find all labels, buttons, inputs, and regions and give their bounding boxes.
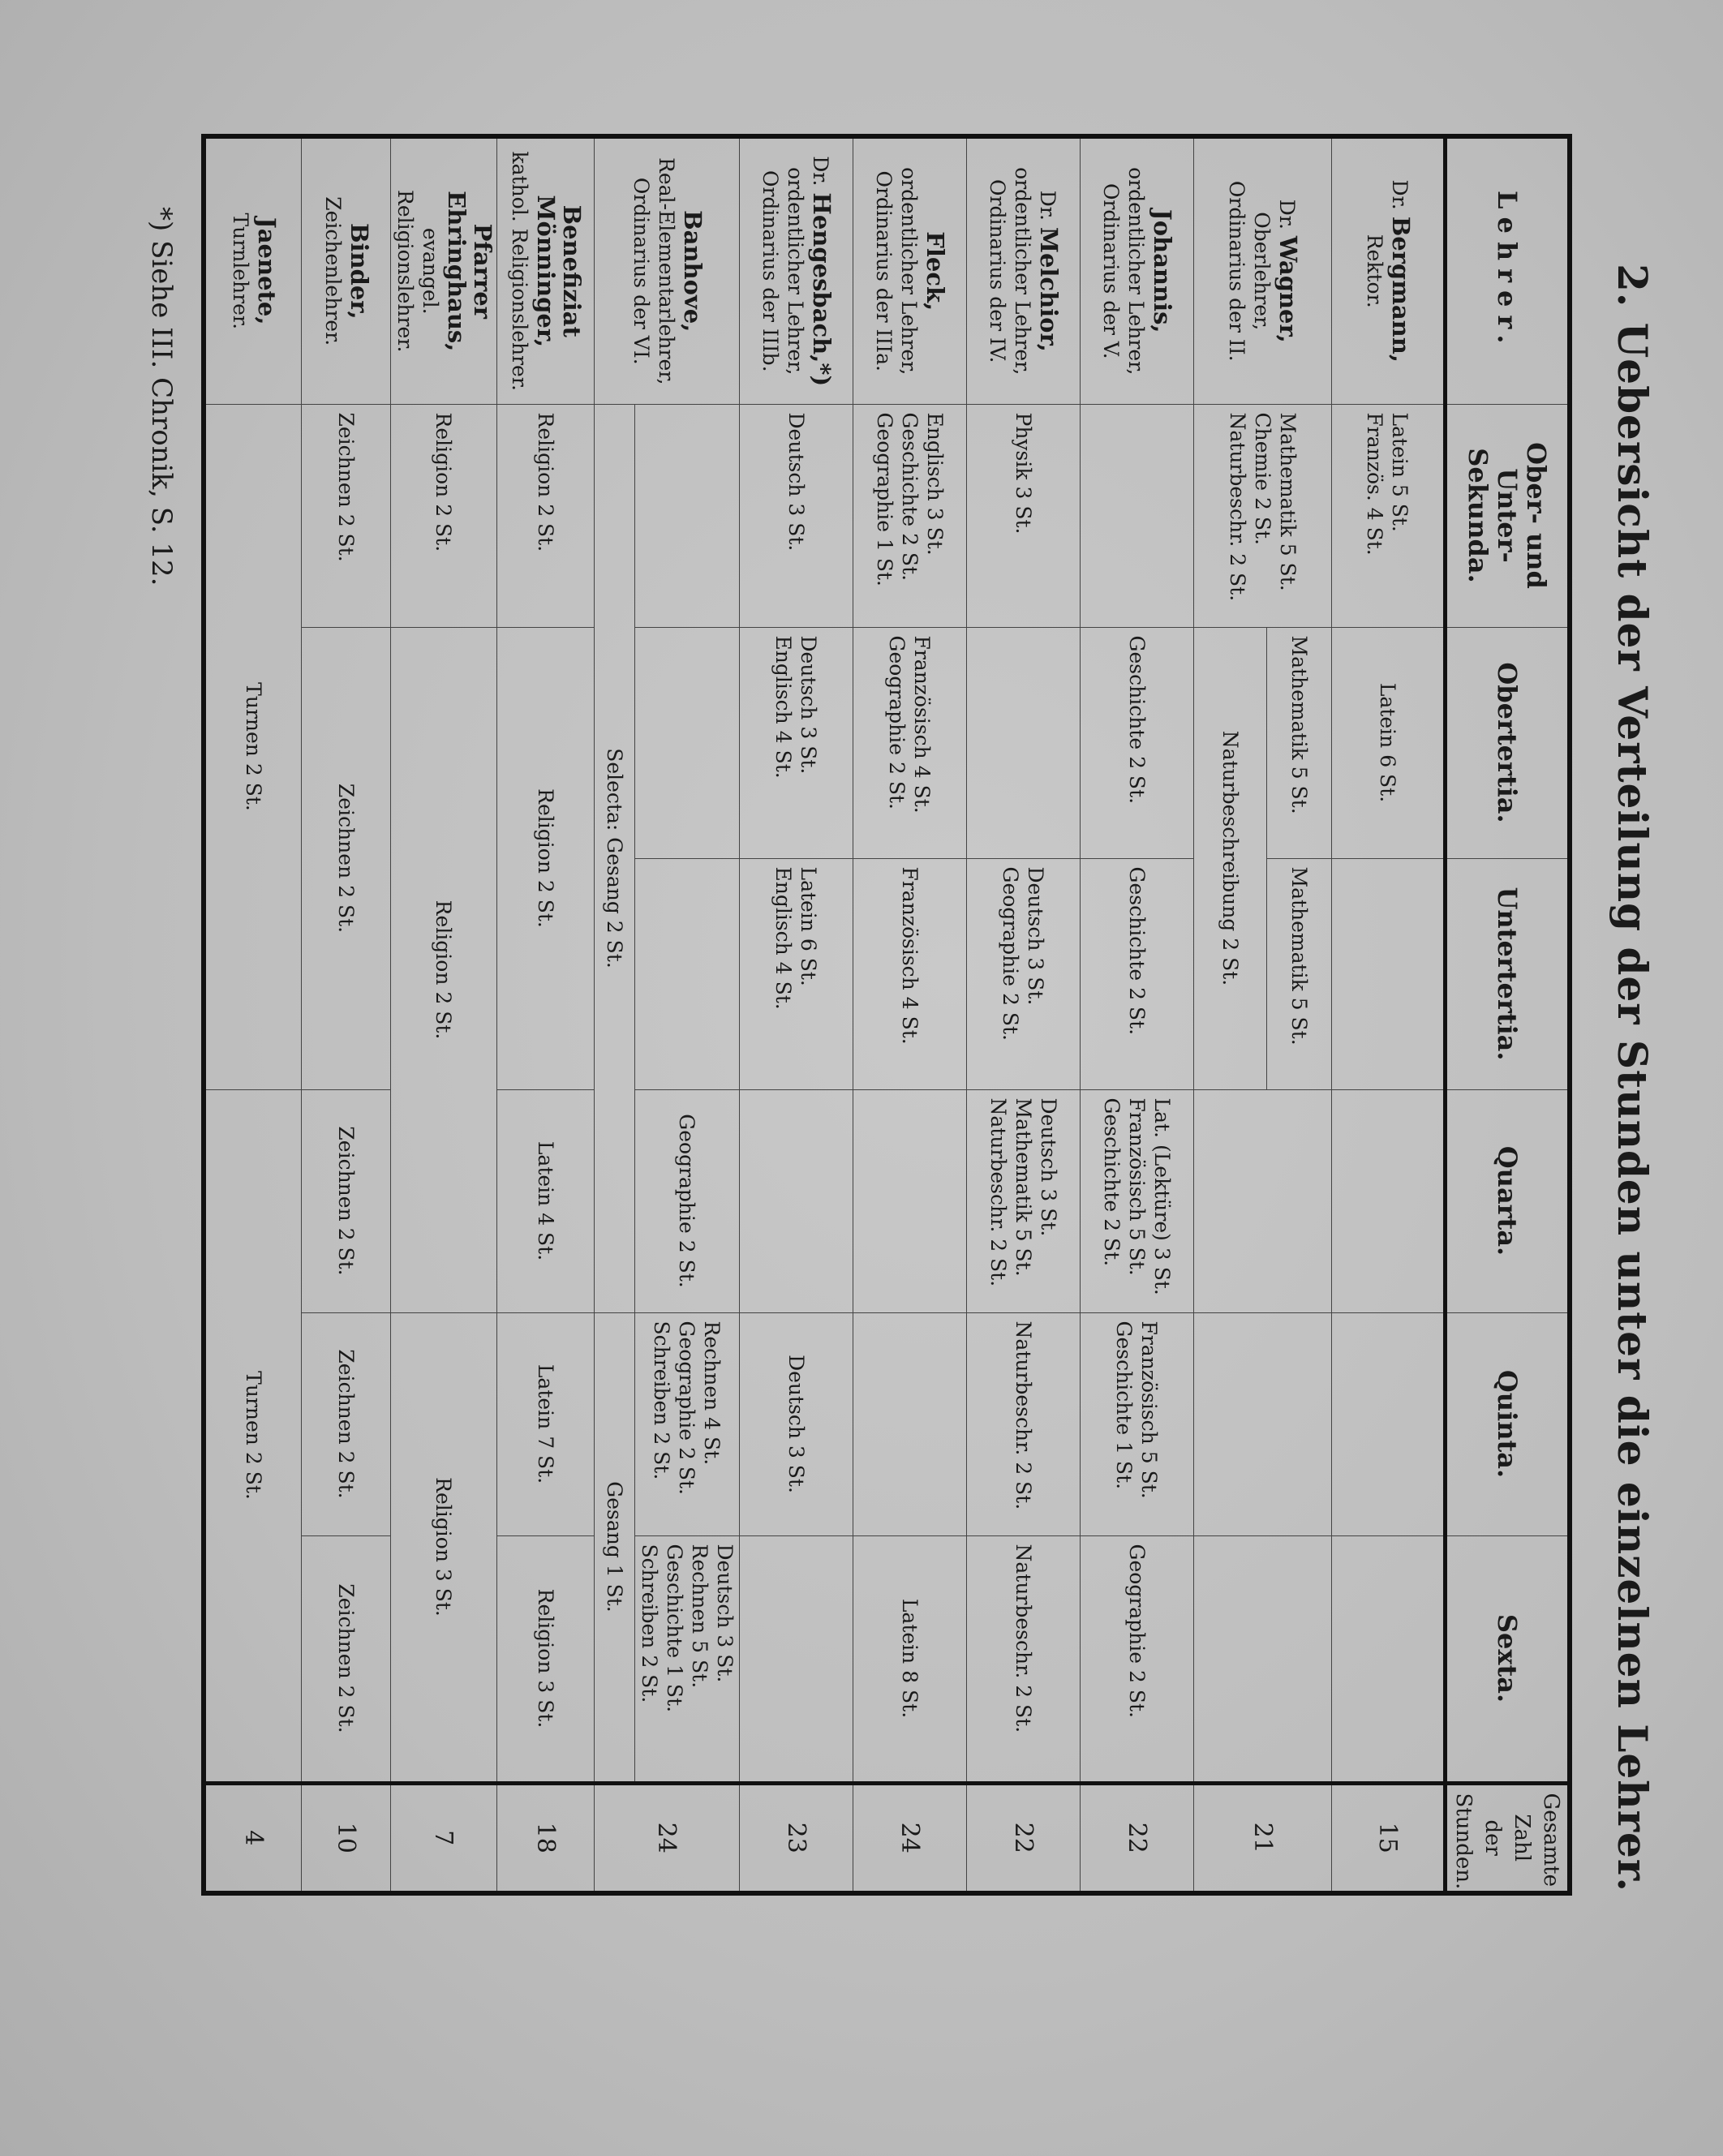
header-sekunda: Ober- und Unter-Sekunda. [1445,404,1570,627]
cell-total: 10 [301,1783,390,1893]
teacher-cell: Jaenete, Turnlehrer. [204,136,301,404]
cell-quinta: Französisch 5 St. Geschichte 1 St. [1080,1312,1193,1535]
header-quinta: Quinta. [1445,1312,1570,1535]
cell-total: 24 [594,1783,739,1893]
cell-sekunda: Englisch 3 St. Geschichte 2 St. Geographie 1 St. [853,404,966,627]
cell-total: 18 [496,1783,594,1893]
cell-quinta: Latein 7 St. [496,1312,594,1535]
cell-quarta: Zeichnen 2 St. [301,1089,390,1312]
cell-untertertia: Mathematik 5 St. [1266,858,1331,1089]
table-row [853,136,966,1893]
table-row [966,136,1080,1893]
header-total: Gesamte Zahl der Stunden. [1445,1783,1570,1893]
cell-quinta: Deutsch 3 St. [739,1312,853,1535]
cell-total: 15 [1331,1783,1445,1893]
teacher-cell: Dr. Melchior, ordentlicher Lehrer, Ordinarius der IV. [966,136,1080,404]
cell-total: 22 [966,1783,1080,1893]
cell-quarta: Lat. (Lektüre) 3 St. Französisch 5 St. Geschichte 2 St. [1080,1089,1193,1312]
teacher-cell: Dr. Bergmann, Rektor. [1331,136,1445,404]
cell-religion-quinta-sexta: Religion 3 St. [496,1535,594,1783]
cell-naturbeschreibung: Naturbeschreibung 2 St. [1193,627,1266,1089]
teacher-cell: Fleck, ordentlicher Lehrer, Ordinarius der IIIa. [853,136,966,404]
cell-sekunda: Religion 2 St. [496,404,594,627]
cell-turnen-upper: Turnen 2 St. [204,404,301,1089]
table-row [204,136,301,1893]
cell-obertertia: Geschichte 2 St. [1080,627,1193,858]
cell-quinta: Zeichnen 2 St. [301,1312,390,1535]
cell-sekunda: Deutsch 3 St. [739,404,853,627]
cell-zeichnen-tertia: Zeichnen 2 St. [301,627,390,1089]
header-untertertia: Untertertia. [1445,858,1570,1089]
table-row [390,136,496,1893]
cell-untertertia: Deutsch 3 St. Geographie 2 St. [966,858,1080,1089]
cell-quinta: Rechnen 4 St. Geographie 2 St. Schreiben 2 St. [634,1312,739,1535]
cell-total: 4 [204,1783,301,1893]
teacher-cell: Banhove, Real-Elementarlehrer, Ordinarius der VI. [594,136,739,404]
header-row [1445,136,1570,1893]
cell-quarta: Latein 4 St. [496,1089,594,1312]
table-row [634,136,739,1893]
cell-gesang: Gesang 1 St. [594,1312,634,1783]
table-row [739,136,853,1893]
cell-sekunda: Mathematik 5 St. Chemie 2 St. Naturbeschr. 2 St. [1193,404,1331,627]
cell-sekunda: Religion 2 St. [390,404,496,627]
cell-total: 24 [853,1783,966,1893]
cell-obertertia: Deutsch 3 St. Englisch 4 St. [739,627,853,858]
cell-total: 21 [1193,1783,1331,1893]
cell-sexta: Geographie 2 St. [1080,1535,1193,1783]
cell-sekunda: Latein 5 St. Französ. 4 St. [1331,404,1445,627]
cell-turnen-lower: Turnen 2 St. [204,1089,301,1783]
header-sexta: Sexta. [1445,1535,1570,1783]
cell-obertertia: Latein 6 St. [1331,627,1445,858]
header-obertertia: Obertertia. [1445,627,1570,858]
cell-quinta: Naturbeschr. 2 St. [966,1312,1080,1535]
teacher-cell: Binder, Zeichenlehrer. [301,136,390,404]
cell-sekunda: Physik 3 St. [966,404,1080,627]
cell-untertertia: Geschichte 2 St. [1080,858,1193,1089]
header-teacher: Lehrer. [1445,136,1570,404]
hours-distribution-table [201,134,1572,1896]
cell-total: 7 [390,1783,496,1893]
teacher-cell: Dr. Hengesbach,*) ordentlicher Lehrer, Ordinarius der IIIb. [739,136,853,404]
cell-total: 22 [1080,1783,1193,1893]
cell-total: 23 [739,1783,853,1893]
cell-sekunda: Zeichnen 2 St. [301,404,390,627]
table-row [1080,136,1193,1893]
cell-religion-tertia-quarta: Religion 2 St. [390,627,496,1312]
table-row [496,136,594,1893]
teacher-cell: Pfarrer Ehringhaus, evangel. Religionslehrer. [390,136,496,404]
teacher-cell: Johannis, ordentlicher Lehrer, Ordinarius der V. [1080,136,1193,404]
teacher-cell: Benefiziat Mönninger, kathol. Religionslehrer. [496,136,594,404]
table-row [301,136,390,1893]
cell-untertertia: Latein 6 St. Englisch 4 St. [739,858,853,1089]
cell-selecta: Selecta: Gesang 2 St. [594,404,634,1312]
cell-untertertia: Französisch 4 St. [853,858,966,1089]
cell-sexta: Latein 8 St. [853,1535,966,1783]
cell-obertertia: Mathematik 5 St. [1266,627,1331,858]
cell-sexta: Naturbeschr. 2 St. [966,1535,1080,1783]
cell-religion-quinta-sexta: Religion 3 St. [390,1312,496,1783]
header-quarta: Quarta. [1445,1089,1570,1312]
cell-obertertia: Französisch 4 St. Geographie 2 St. [853,627,966,858]
table-row [1331,136,1445,1893]
table-row [1266,136,1331,1893]
cell-sexta: Deutsch 3 St. Rechnen 5 St. Geschichte 1 St. Schreiben 2 St. [634,1535,739,1783]
footnote: *) Siehe III. Chronik, S. 12. [145,207,178,586]
teacher-cell: Dr. Wagner, Oberlehrer, Ordinarius der II. [1193,136,1331,404]
page-title: 2. Uebersicht der Verteilung der Stunden unter die einzelnen Lehrer. [1609,264,1656,1892]
cell-quarta: Deutsch 3 St. Mathematik 5 St. Naturbeschr. 2 St. [966,1089,1080,1312]
cell-religion-tertia: Religion 2 St. [496,627,594,1089]
cell-sexta: Zeichnen 2 St. [301,1535,390,1783]
cell-quarta: Geographie 2 St. [634,1089,739,1312]
